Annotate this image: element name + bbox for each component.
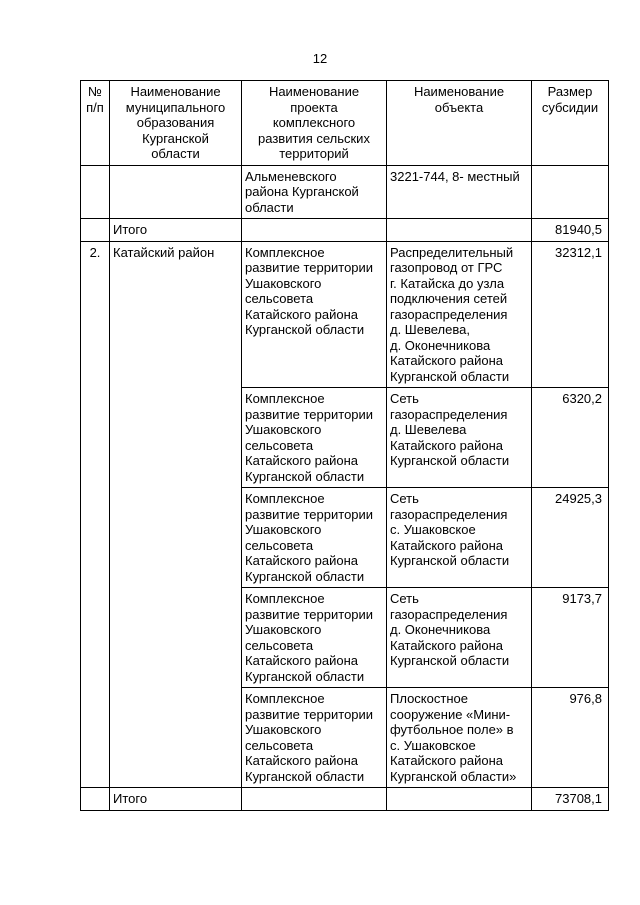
table-row <box>81 165 609 219</box>
amount-cell: 24925,3 <box>532 488 609 588</box>
project-cell: Комплексное развитие территории Ушаковского сельсовета Катайского района Курганской области <box>242 688 387 788</box>
object-cell: Сеть газораспределения с. Ушаковское Катайского района Курганской области <box>387 488 532 588</box>
header-number: № п/п <box>81 81 110 166</box>
amount-cell: 9173,7 <box>532 588 609 688</box>
total-amount: 73708,1 <box>532 788 609 811</box>
total-amount: 81940,5 <box>532 219 609 242</box>
total-label: Итого <box>110 788 242 811</box>
total-label: Итого <box>110 219 242 242</box>
object-cell: Плоскостное сооружение «Мини- футбольное поле» в с. Ушаковское Катайского района Курганской области» <box>387 688 532 788</box>
table-header-row <box>81 81 609 166</box>
total-row <box>81 219 609 242</box>
object-cell: Сеть газораспределения д. Шевелева Катайского района Курганской области <box>387 388 532 488</box>
header-municipality: Наименование муниципального образования Курганской области <box>110 81 242 166</box>
project-cell: Комплексное развитие территории Ушаковского сельсовета Катайского района Курганской области <box>242 588 387 688</box>
amount-cell: 32312,1 <box>532 241 609 388</box>
subsidy-table <box>80 80 609 811</box>
project-cell: Альменевского района Курганской области <box>242 165 387 219</box>
row-number: 2. <box>81 241 110 788</box>
project-cell: Комплексное развитие территории Ушаковского сельсовета Катайского района Курганской области <box>242 388 387 488</box>
header-project: Наименование проекта комплексного развития сельских территорий <box>242 81 387 166</box>
object-cell: Распределительный газопровод от ГРС г. Катайска до узла подключения сетей газораспределения д. Шевелева, д. Оконечникова Катайского района Курганской области <box>387 241 532 388</box>
district-name: Катайский район <box>110 241 242 788</box>
object-cell: 3221-744, 8- местный <box>387 165 532 219</box>
project-cell: Комплексное развитие территории Ушаковского сельсовета Катайского района Курганской области <box>242 488 387 588</box>
page-number: 12 <box>312 51 328 66</box>
amount-cell: 6320,2 <box>532 388 609 488</box>
header-subsidy: Размер субсидии <box>532 81 609 166</box>
amount-cell: 976,8 <box>532 688 609 788</box>
table-row <box>81 241 609 388</box>
header-object: Наименование объекта <box>387 81 532 166</box>
total-row <box>81 788 609 811</box>
project-cell: Комплексное развитие территории Ушаковского сельсовета Катайского района Курганской области <box>242 241 387 388</box>
object-cell: Сеть газораспределения д. Оконечникова Катайского района Курганской области <box>387 588 532 688</box>
